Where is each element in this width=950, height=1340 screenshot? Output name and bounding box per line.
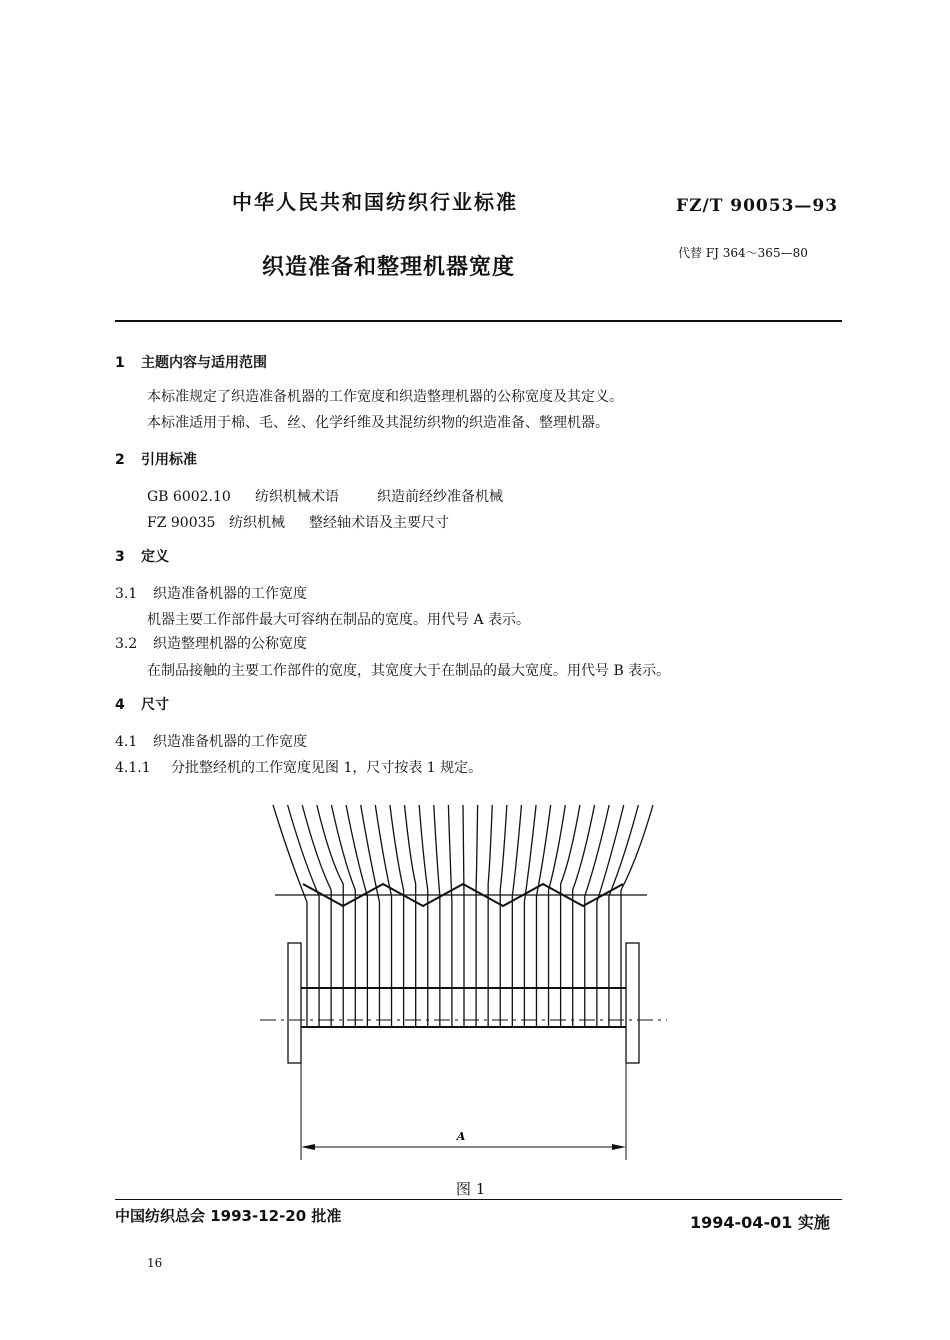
warp-yarn (288, 805, 319, 896)
reference-title-part-2: 整经轴术语及主要尺寸 (309, 515, 449, 531)
section-title: 定义 (141, 549, 169, 565)
reference-title-part-1: 纺织机械术语 (255, 489, 339, 505)
approval-note: 中国纺织总会 1993-12-20 批准 (115, 1207, 342, 1225)
section-title: 主题内容与适用范围 (141, 355, 267, 371)
clause-title: 织造整理机器的公称宽度 (153, 636, 307, 652)
warp-yarn (524, 805, 536, 902)
warp-yarn (390, 805, 404, 890)
warp-yarn (609, 805, 638, 896)
standard-category: 中华人民共和国纺织行业标准 (232, 190, 518, 214)
clause-title: 织造准备机器的工作宽度 (153, 734, 307, 750)
standard-code: FZ/T 90053—93 (676, 196, 839, 216)
clause-title: 织造准备机器的工作宽度 (153, 586, 307, 602)
section-number: 1 (115, 355, 125, 371)
section-number: 3 (115, 549, 125, 565)
reference-code: FZ 90035 (147, 515, 216, 531)
warp-yarn (512, 805, 521, 896)
definition-3-2-text: 在制品接触的主要工作部件的宽度，其宽度大于在制品的最大宽度。用代号 B 表示。 (147, 663, 671, 679)
clause-number: 4.1 (115, 734, 138, 750)
document-title: 织造准备和整理机器宽度 (262, 255, 516, 280)
warp-yarn (273, 805, 307, 902)
warp-yarn (346, 805, 367, 896)
dimension-arrow-left (301, 1144, 315, 1150)
definition-3-2-heading (115, 633, 307, 653)
warp-yarn (536, 805, 550, 896)
warp-yarn (434, 805, 440, 896)
reference-item (147, 486, 503, 506)
warp-yarn (302, 805, 331, 890)
clause-number: 3.1 (115, 586, 138, 602)
section-1-paragraph-1: 本标准规定了织造准备机器的工作宽度和织造整理机器的公称宽度及其定义。 (147, 389, 623, 405)
warp-yarns (273, 805, 653, 1027)
warp-yarn (597, 805, 624, 902)
dimension-label: A (456, 1130, 466, 1143)
beam-flange-right (626, 943, 639, 1063)
reference-item (147, 512, 449, 532)
definition-3-1-text: 机器主要工作部件最大可容纳在制品的宽度。用代号 A 表示。 (147, 612, 531, 628)
warp-yarn (375, 805, 391, 896)
reference-title-part-2: 织造前经纱准备机械 (377, 489, 503, 505)
dimension-arrow-right (612, 1144, 626, 1150)
section-title: 尺寸 (141, 697, 169, 713)
clause-4-1-heading (115, 731, 307, 751)
beam-flange-left (288, 943, 301, 1063)
replaces-note: 代替 FJ 364～365—80 (678, 246, 808, 260)
section-2-heading (115, 449, 197, 469)
warp-yarn (463, 805, 464, 896)
warp-yarn (405, 805, 416, 884)
warp-yarn (448, 805, 452, 902)
section-title: 引用标准 (141, 452, 197, 468)
section-number: 2 (115, 452, 125, 468)
effective-date-note: 1994-04-01 实施 (690, 1213, 830, 1232)
figure-1-warping-machine-diagram (255, 800, 675, 1170)
definition-3-1-heading (115, 583, 307, 603)
section-1-heading (115, 352, 267, 372)
reference-code: GB 6002.10 (147, 489, 231, 505)
clause-number: 4.1.1 (115, 760, 151, 776)
reference-title-part-1: 纺织机械 (229, 515, 285, 531)
section-3-heading (115, 546, 169, 566)
warp-yarn (585, 805, 609, 896)
page-number: 16 (147, 1256, 163, 1270)
header-rule (115, 320, 842, 322)
section-1-paragraph-2: 本标准适用于棉、毛、丝、化学纤维及其混纺织物的织造准备、整理机器。 (147, 415, 609, 431)
warp-yarn (317, 805, 343, 884)
warp-yarn (476, 805, 478, 890)
warp-yarn (419, 805, 428, 890)
warp-yarn (331, 805, 355, 890)
figure-caption: 图 1 (456, 1180, 486, 1198)
section-number: 4 (115, 697, 125, 713)
warp-yarn (488, 805, 492, 884)
clause-4-1-1-text (115, 757, 482, 777)
clause-number: 3.2 (115, 636, 138, 652)
warp-yarn (500, 805, 507, 890)
section-4-heading (115, 694, 169, 714)
clause-text: 分批整经机的工作宽度见图 1，尺寸按表 1 规定。 (171, 760, 483, 776)
footer-rule (115, 1199, 842, 1200)
